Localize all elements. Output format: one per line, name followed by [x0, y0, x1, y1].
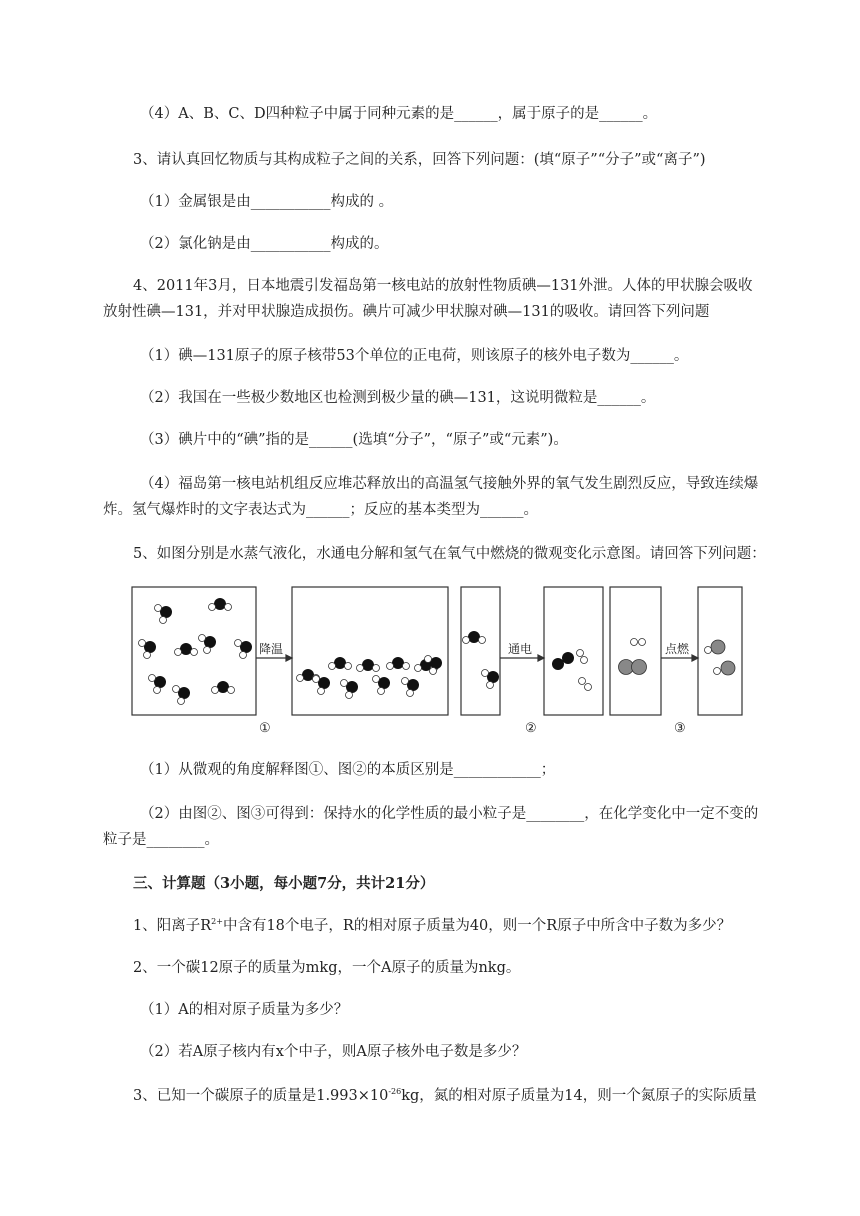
q3-item1: （1）金属银是由___________构成的 。 — [140, 194, 394, 210]
calc-q2-item2: （2）若A原子核内有x个中子，则A原子核外电子数是多少？ — [140, 1044, 527, 1060]
calc-q3 — [133, 1086, 757, 1106]
box-products-electrolysis — [544, 587, 603, 715]
micro-change-diagram — [128, 585, 748, 740]
calc-q1-text-a: 1、阳离子R — [133, 918, 212, 934]
q4-stem-line2: 放射性碘—131，并对甲状腺造成损伤。碘片可减少甲状腺对碘—131的吸收。请回答下列问题 — [103, 304, 710, 320]
arrow-cooling-label: 降温 — [259, 642, 284, 656]
calc-q2-stem: 2、一个碳12原子的质量为mkg，一个A原子的质量为nkg。 — [133, 960, 521, 976]
arrow-electrolysis-label: 通电 — [508, 642, 533, 656]
q3-item2: （2）氯化钠是由___________构成的。 — [140, 236, 389, 252]
q5-item2-line2: 粒子是________。 — [103, 832, 219, 848]
q3-stem: 3、请认真回忆物质与其构成粒子之间的关系，回答下列问题：(填“原子”“分子”或“离子”) — [133, 152, 706, 168]
q5-item2-line1: （2）由图②、图③可得到：保持水的化学性质的最小粒子是________，在化学变化中一定不变的 — [140, 806, 759, 822]
arrow-ignite-label: 点燃 — [665, 642, 690, 656]
calc-q3-text-b: kg，氮的相对原子质量为14，则一个氮原子的实际质量 — [401, 1088, 757, 1104]
caption-3: ③ — [674, 721, 686, 736]
box-liquid — [292, 587, 448, 715]
calc-q3-text-a: 3、已知一个碳原子的质量是1.993×10 — [133, 1088, 389, 1104]
calc-q2-item1: （1）A的相对原子质量为多少？ — [140, 1002, 349, 1018]
calc-q1-text-b: 中含有18个电子，R的相对原子质量为40，则一个R原子中所含中子数为多少？ — [222, 918, 732, 934]
q4-item4-line1: （4）福岛第一核电站机组反应堆芯释放出的高温氢气接触外界的氧气发生剧烈反应，导致连续爆 — [140, 476, 759, 492]
box-water-before-electrolysis — [461, 587, 500, 715]
q4-stem-line1: 4、2011年3月，日本地震引发福岛第一核电站的放射性物质碘—131外泄。人体的甲状腺会吸收 — [133, 278, 753, 294]
section-title-calculation: 三、计算题（3小题，每小题7分，共计21分） — [133, 875, 435, 892]
q2-item4: （4）A、B、C、D四种粒子中属于同种元素的是______，属于原子的是______。 — [140, 106, 658, 122]
q4-item3: （3）碘片中的“碘”指的是______(选填“分子”，“原子”或“元素”)。 — [140, 432, 568, 448]
box-reactants-combustion — [610, 587, 661, 715]
caption-1: ① — [259, 721, 271, 736]
q5-stem: 5、如图分别是水蒸气液化，水通电分解和氢气在氧气中燃烧的微观变化示意图。请回答下列问题： — [133, 546, 766, 562]
q4-item4-line2: 炸。氢气爆炸时的文字表达式为______；反应的基本类型为______。 — [103, 502, 538, 518]
calc-q3-exponent: -26 — [388, 1087, 402, 1097]
calc-q1 — [133, 916, 731, 936]
caption-2: ② — [525, 721, 537, 736]
q5-item1: （1）从微观的角度解释图①、图②的本质区别是____________； — [140, 762, 556, 778]
q4-item1: （1）碘—131原子的原子核带53个单位的正电荷，则该原子的核外电子数为______。 — [140, 348, 689, 364]
calc-q1-charge: 2+ — [211, 917, 223, 927]
q4-item2: （2）我国在一些极少数地区也检测到极少量的碘—131，这说明微粒是______。 — [140, 390, 656, 406]
